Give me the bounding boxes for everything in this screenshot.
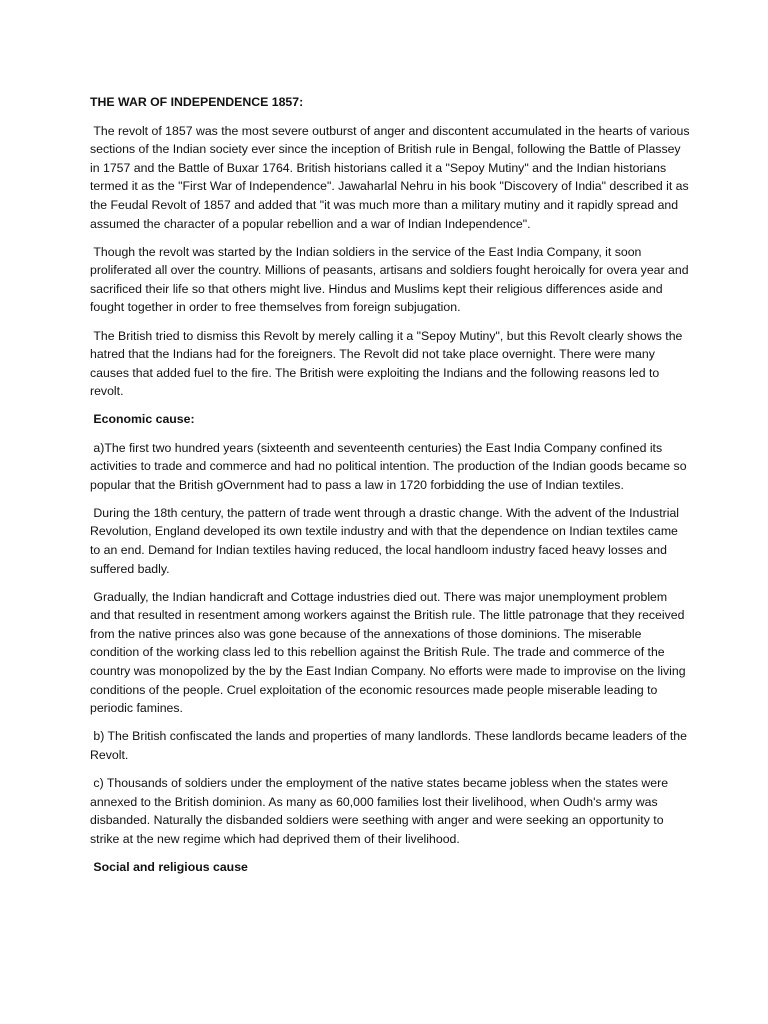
paragraph-intro-2: Though the revolt was started by the Indian soldiers in the service of the East India Company, it soon proliferated all over the country. Millions of peasants, artisans and soldiers fought heroically for overa year and sacrificed their life so that others might live. Hindus and Muslims kept their religious differences aside and fought together in order to free themselves from foreign subjugation.	[90, 244, 692, 315]
paragraph-economic-a: a)The first two hundred years (sixteenth and seventeenth centuries) the East India Company confined its activities to trade and commerce and had no political intention. The production of the Indian goods became so popular that the British gOvernment had to pass a law in 1720 forbidding the use of Indian textiles.	[90, 440, 690, 492]
document-title: THE WAR OF INDEPENDENCE 1857:	[90, 95, 304, 109]
paragraph-intro-3: The British tried to dismiss this Revolt by merely calling it a "Sepoy Mutiny", but this Revolt clearly shows the hatred that the Indians had for the foreigners. The Revolt did not take place overnight. There were many causes that added fuel to the fire. The British were exploiting the Indians and the following reasons led to revolt.	[90, 328, 686, 399]
section-heading-economic: Economic cause:	[90, 412, 195, 427]
paragraph-economic-handicraft: Gradually, the Indian handicraft and Cottage industries died out. There was major unemployment problem and that resulted in resentment among workers against the British rule. The little patronage that they received from the native princes also was gone because of the annexations of those dominions. The miserable condition of the working class led to this rebellion against the British Rule. The trade and commerce of the country was monopolized by the by the East Indian Company. No efforts were made to improvise on the living conditions of the people. Cruel exploitation of the economic resources made people miserable leading to periodic famines.	[90, 589, 689, 716]
document-page	[90, 93, 693, 886]
paragraph-economic-c: c) Thousands of soldiers under the employment of the native states became jobless when the states were annexed to the British dominion. As many as 60,000 families lost their livelihood, when Oudh's army was disbanded. Naturally the disbanded soldiers were seething with anger and were seeking an opportunity to strike at the new regime which had deprived them of their livelihood.	[90, 776, 672, 846]
paragraph-intro-1: The revolt of 1857 was the most severe outburst of anger and discontent accumulated in the hearts of various sections of the Indian society ever since the inception of British rule in Bengal, following the Battle of Plassey in 1757 and the Battle of Buxar 1764. British historians called it a "Sepoy Mutiny" and the Indian historians termed it as the "First War of Independence". Jawaharlal Nehru in his book "Discovery of India" described it as the Feudal Revolt of 1857 and added that "it was much more than a military mutiny and it rapidly spread and assumed the character of a popular rebellion and a war of Indian Independence".	[90, 123, 693, 231]
section-heading-social-religious: Social and religious cause	[90, 859, 248, 874]
paragraph-economic-b: b) The British confiscated the lands and properties of many landlords. These landlords became leaders of the Revolt.	[90, 729, 691, 762]
paragraph-economic-18th-century: During the 18th century, the pattern of trade went through a drastic change. With the advent of the Industrial Revolution, England developed its own textile industry and with that the dependence on Indian textiles came to an end. Demand for Indian textiles having reduced, the local handloom industry faced heavy losses and suffered badly.	[90, 505, 683, 576]
